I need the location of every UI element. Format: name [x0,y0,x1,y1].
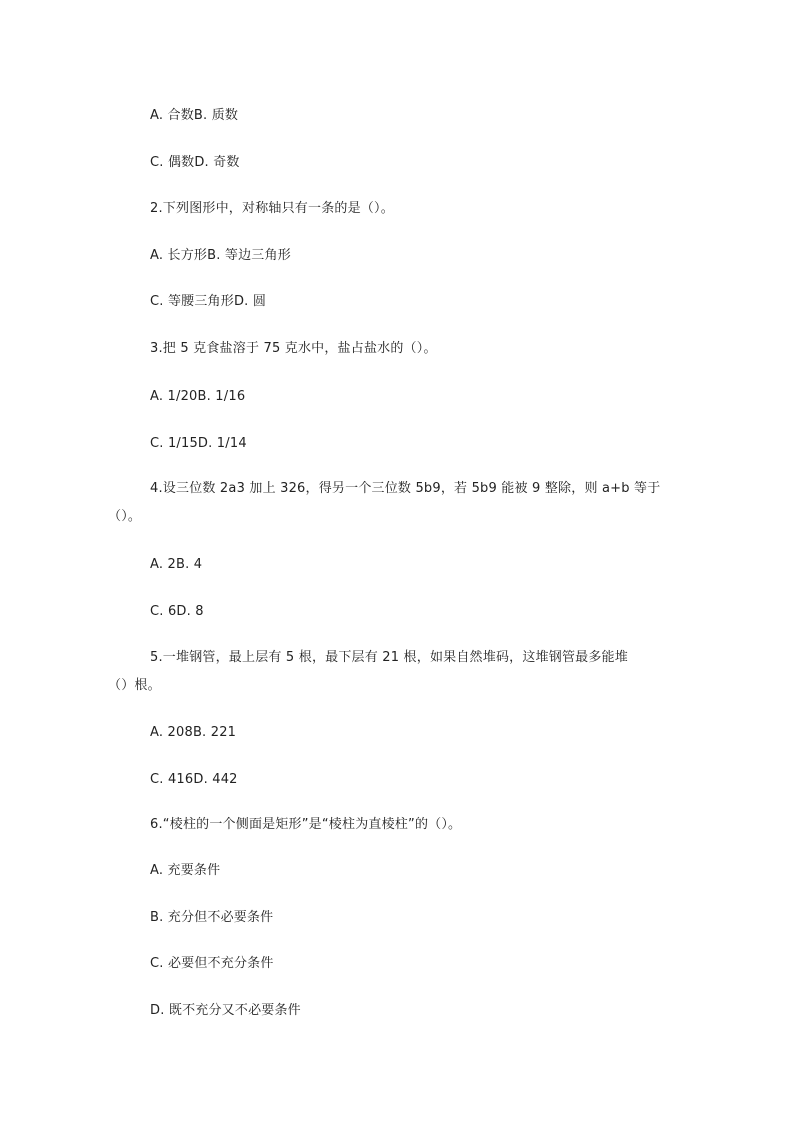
option-line-q2-ab: A. 长方形B. 等边三角形 [150,248,291,263]
option-line-q5-cd: C. 416D. 442 [150,772,238,787]
question-4: 4.设三位数 2a3 加上 326，得另一个三位数 5b9，若 5b9 能被 9 整除，则 a+b 等于 [150,481,661,496]
option-line-q4-ab: A. 2B. 4 [150,557,203,572]
question-4-continuation: （）。 [108,509,142,524]
option-line-q3-cd: C. 1/15D. 1/14 [150,436,247,451]
question-2: 2.下列图形中，对称轴只有一条的是（）。 [150,201,394,216]
option-line-q3-ab: A. 1/20B. 1/16 [150,389,246,404]
question-5: 5.一堆钢管，最上层有 5 根，最下层有 21 根，如果自然堆码，这堆钢管最多能堆 [150,650,628,665]
question-5-continuation: （）根。 [108,678,161,693]
question-3: 3.把 5 克食盐溶于 75 克水中，盐占盐水的（）。 [150,341,437,356]
option-line-q5-ab: A. 208B. 221 [150,725,237,740]
option-q6-a: A. 充要条件 [150,863,221,878]
question-6: 6.“棱柱的一个侧面是矩形”是“棱柱为直棱柱”的（）。 [150,817,462,832]
option-line-q1-cd: C. 偶数D. 奇数 [150,155,240,170]
option-q6-c: C. 必要但不充分条件 [150,956,274,971]
option-line-q2-cd: C. 等腰三角形D. 圆 [150,294,267,309]
option-line-q1-ab: A. 合数B. 质数 [150,108,239,123]
option-q6-b: B. 充分但不必要条件 [150,910,274,925]
option-q6-d: D. 既不充分又不必要条件 [150,1003,301,1018]
option-line-q4-cd: C. 6D. 8 [150,604,204,619]
